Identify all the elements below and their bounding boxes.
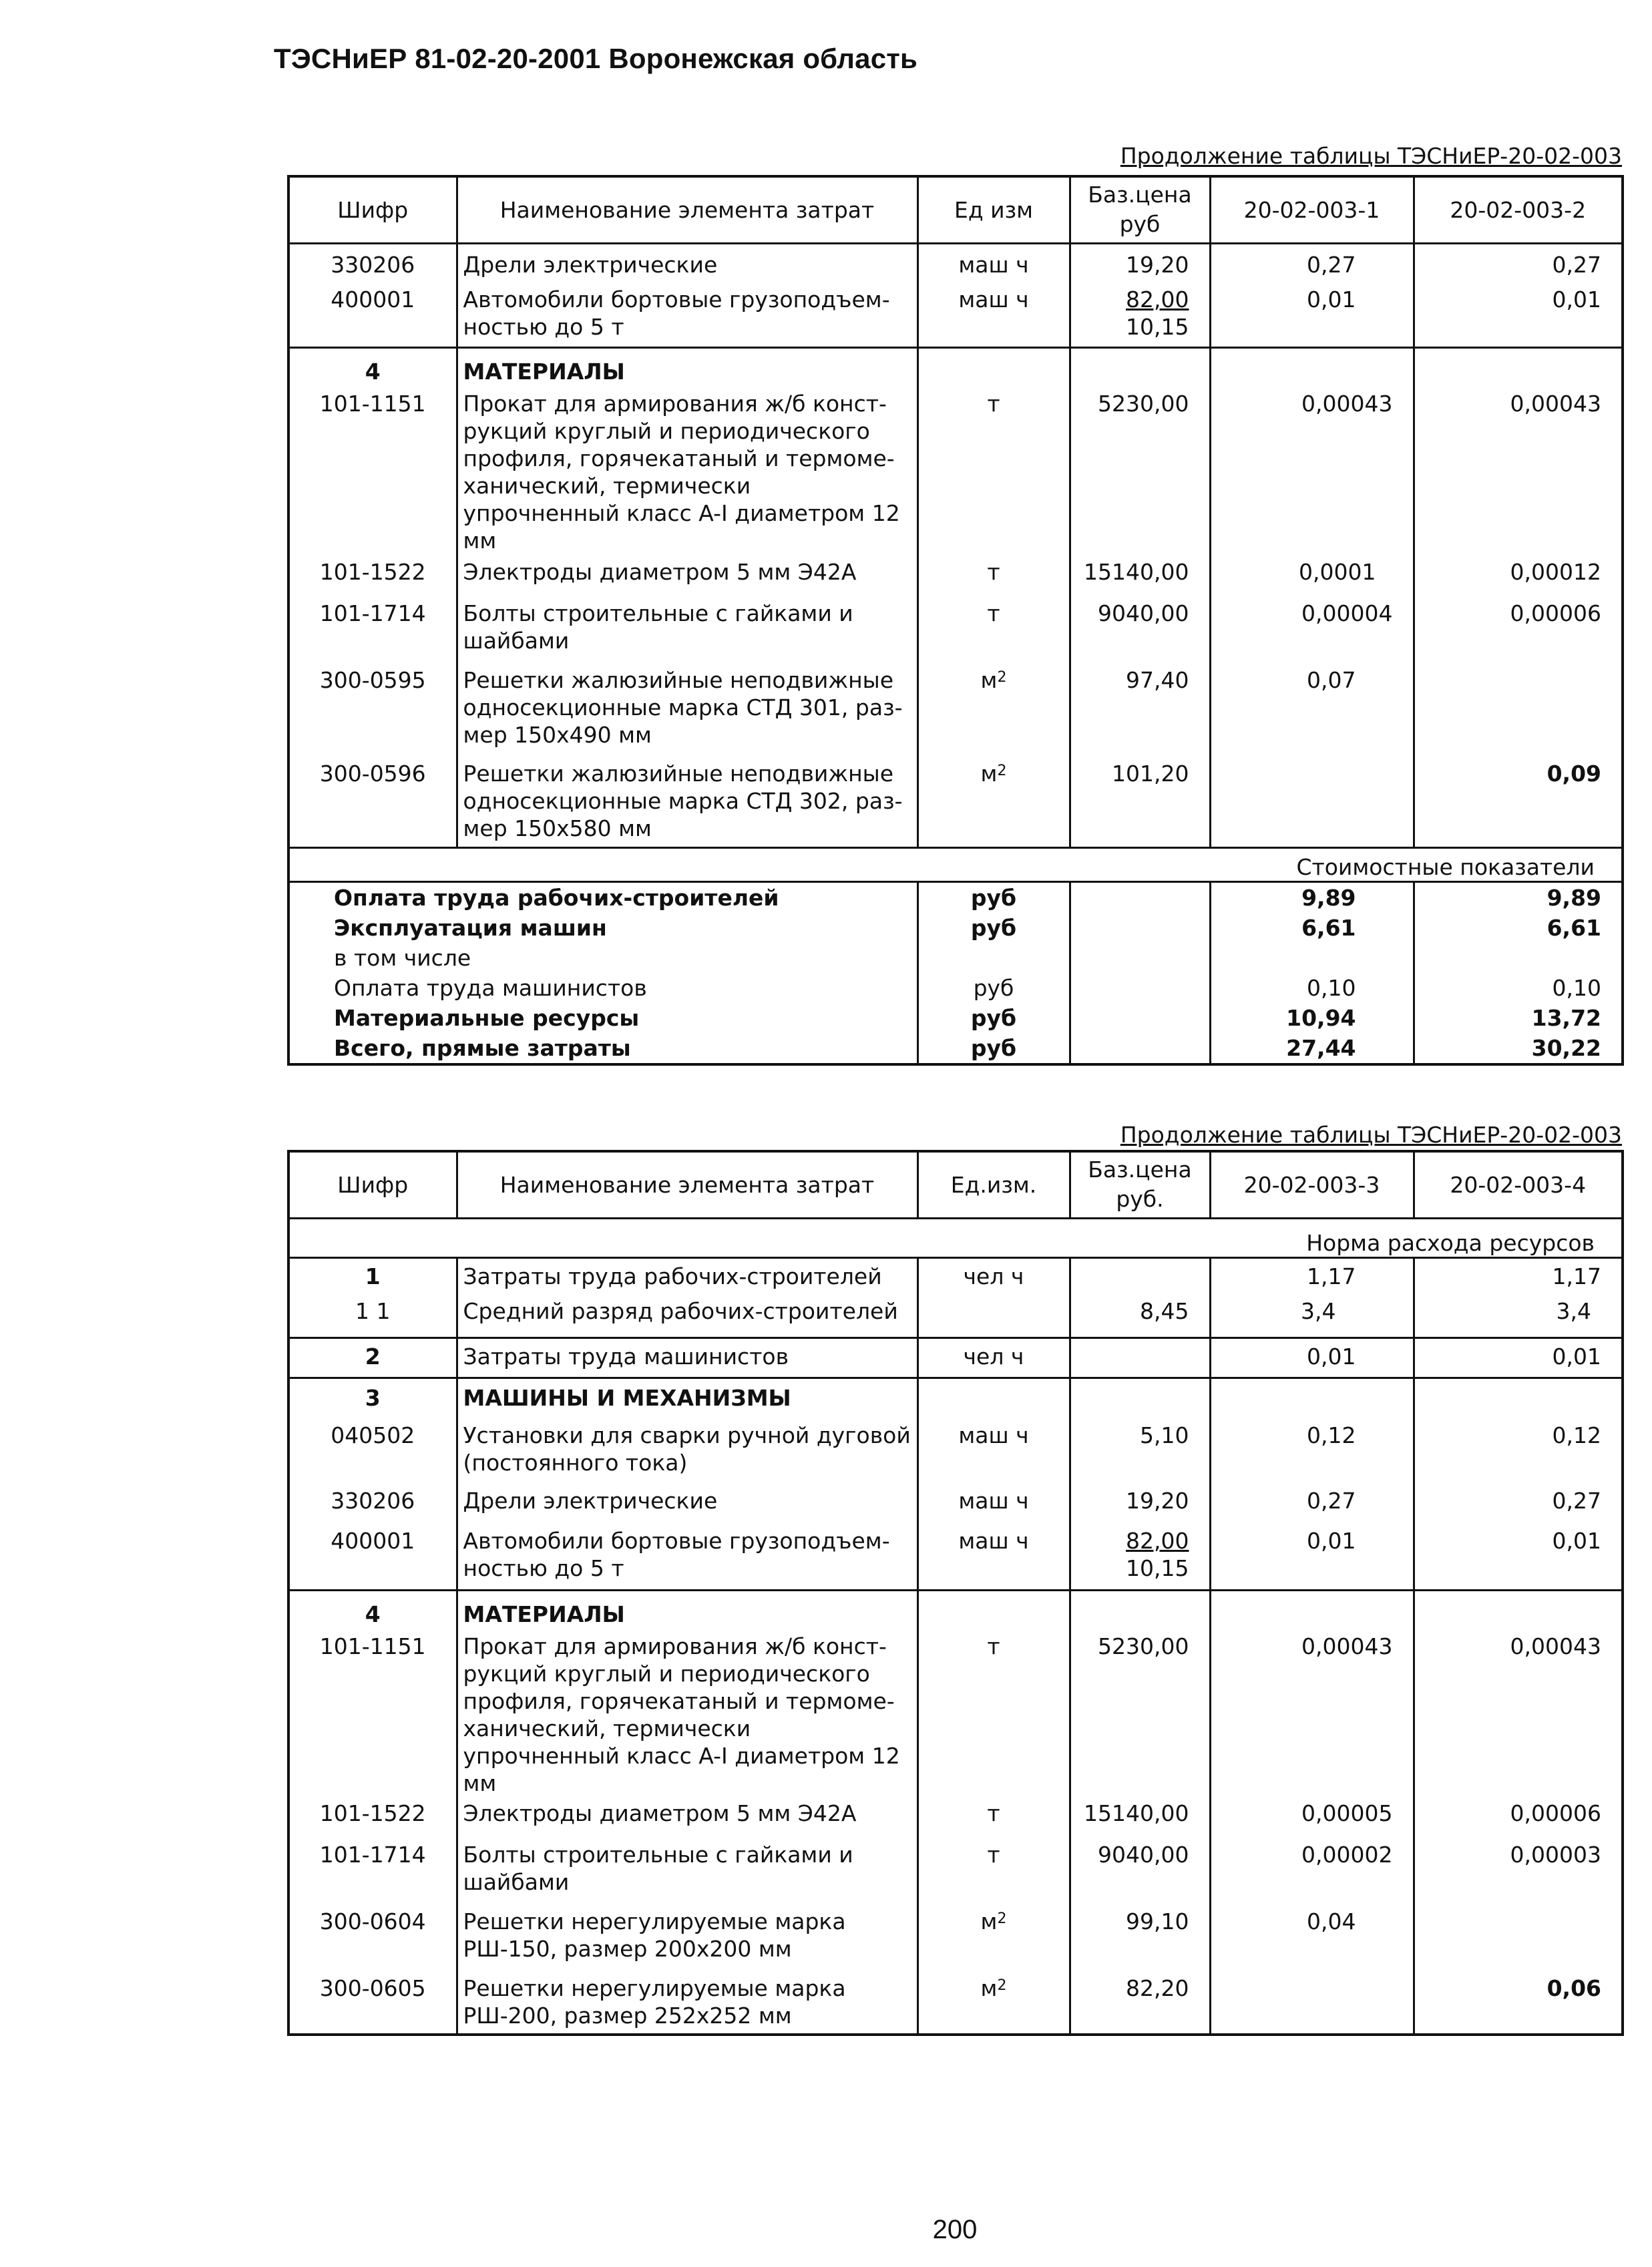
section-row-machines [288,1378,1623,1422]
row-name: Электроды диаметром 5 мм Э42А [457,558,917,600]
section-number: 4 [288,347,457,390]
summary-label: Оплата труда рабочих-строителей [288,882,917,913]
summary-label: Всего, прямые затраты [288,1033,917,1064]
summary-unit: руб [917,882,1070,913]
row-value-1: 0,00043 [1210,1633,1414,1800]
row-code: 101-1522 [288,1800,457,1841]
row-value-1 [1210,760,1414,848]
unit-superscript: 2 [997,1977,1007,1994]
summary-row [288,943,1623,973]
row-code: 300-0605 [288,1975,457,2035]
section-number: 4 [288,1590,457,1633]
row-value-1: 0,27 [1210,1487,1414,1527]
row-value-2: 0,00043 [1510,1633,1601,1659]
row-code: 1 [288,1257,457,1297]
row-unit: маш ч [917,243,1070,286]
row-value-1: 0,04 [1210,1908,1414,1975]
row-price-top: 82,00 [1126,1528,1189,1554]
col-header-norm-3: 20-02-003-3 [1210,1151,1414,1218]
row-code: 101-1714 [288,1841,457,1908]
row-value-1: 0,0001 [1210,558,1414,600]
row-value-1 [1210,1975,1414,2035]
table-row [288,558,1623,600]
row-value-2: 0,06 [1546,1975,1601,2001]
table-header-row [288,176,1623,243]
row-name: Затраты труда машинистов [457,1337,917,1378]
summary-label: Материальные ресурсы [288,1003,917,1033]
summary-row [288,882,1623,913]
summary-value-2: 0,10 [1552,975,1601,1001]
unit-superscript: 2 [997,1910,1007,1927]
row-value-2 [1414,666,1623,760]
section-title: МАТЕРИАЛЫ [457,1590,917,1633]
row-value-2: 0,00012 [1510,558,1601,585]
row-name: Электроды диаметром 5 мм Э42А [457,1800,917,1841]
unit-text: м [980,666,998,693]
row-value-2: 0,27 [1552,251,1601,278]
page-number: 200 [932,2215,978,2244]
row-value-2: 0,01 [1552,1528,1601,1554]
document-title: ТЭСНиЕР 81-02-20-2001 Воронежская область [274,43,918,74]
summary-price [1070,943,1210,973]
row-code: 040502 [288,1422,457,1487]
row-unit: маш ч [917,1487,1070,1527]
summary-value-2: 6,61 [1546,915,1601,941]
row-price: 82,20 [1070,1975,1210,2035]
summary-price [1070,1003,1210,1033]
unit-superscript: 2 [997,762,1007,779]
row-value-1: 0,27 [1210,243,1414,286]
table-row [288,1633,1623,1800]
row-name: Автомобили бортовые грузоподъем-ностью до 5 т [457,1527,917,1590]
row-unit [917,1908,1070,1975]
col-header-norm-2: 20-02-003-2 [1414,176,1623,243]
summary-value-1: 0,10 [1210,973,1414,1003]
row-unit: т [917,390,1070,558]
section-number: 3 [288,1378,457,1422]
table-header-row [288,1151,1623,1218]
table-row [288,1297,1623,1337]
row-name: Болты строительные с гайками и шайбами [457,1841,917,1908]
row-value-2: 3,4 [1556,1298,1591,1324]
banner-text: Норма расхода ресурсов [288,1218,1623,1257]
table-row [288,390,1623,558]
row-name: Решетки нерегулируемые марка РШ-200, размер 252х252 мм [457,1975,917,2035]
row-name: Затраты труда рабочих-строителей [457,1257,917,1297]
row-value-1: 0,00043 [1210,390,1414,558]
banner-text: Стоимостные показатели [288,848,1623,882]
row-code: 400001 [288,1527,457,1590]
col-header-unit: Ед изм [917,176,1070,243]
row-price: 9040,00 [1070,600,1210,666]
col-header-code: Шифр [288,176,457,243]
resource-table-2 [287,1150,1624,2036]
row-name: Решетки жалюзийные неподвижные односекционные марка СТД 302, раз-мер 150х580 мм [457,760,917,848]
row-unit: маш ч [917,286,1070,347]
col-header-code: Шифр [288,1151,457,1218]
table-row [288,1337,1623,1378]
row-price: 97,40 [1070,666,1210,760]
table-row [288,243,1623,286]
col-header-price: Баз.цена руб [1070,176,1210,243]
table-row [288,1800,1623,1841]
row-name: Прокат для армирования ж/б конст-рукций круглый и периодического профиля, горячекатаный и термоме-ханический, термически упрочненный класс A-I диаметром 12 мм [457,390,917,558]
summary-value-2: 9,89 [1546,885,1601,911]
row-value-1: 0,12 [1210,1422,1414,1487]
summary-price [1070,913,1210,943]
row-price: 99,10 [1070,1908,1210,1975]
row-value-2: 0,00003 [1510,1841,1601,1868]
row-price: 19,20 [1070,243,1210,286]
table2-caption: Продолжение таблицы ТЭСНиЕР-20-02-003 [1120,1122,1622,1148]
unit-text: м [980,760,998,787]
row-name: Решетки жалюзийные неподвижные односекционные марка СТД 301, раз-мер 150х490 мм [457,666,917,760]
row-code: 101-1714 [288,600,457,666]
row-price: 15140,00 [1070,1800,1210,1841]
row-value-1: 0,00002 [1210,1841,1414,1908]
row-name: Дрели электрические [457,243,917,286]
row-price-bottom: 10,15 [1126,1555,1189,1581]
summary-row [288,1003,1623,1033]
row-unit: т [917,558,1070,600]
table-row [288,1422,1623,1487]
row-value-1: 0,01 [1210,286,1414,347]
cost-indicators-banner [288,848,1623,882]
section-row-materials [288,1590,1623,1633]
row-name: Решетки нерегулируемые марка РШ-150, размер 200х200 мм [457,1908,917,1975]
summary-label: в том числе [288,943,917,973]
summary-label: Эксплуатация машин [288,913,917,943]
table-row [288,1975,1623,2035]
section-row-materials [288,347,1623,390]
row-price [1070,1527,1210,1590]
summary-value-1 [1210,943,1414,973]
row-code: 300-0596 [288,760,457,848]
row-unit: т [917,600,1070,666]
row-value-2: 0,00006 [1510,600,1601,626]
summary-row [288,973,1623,1003]
summary-price [1070,882,1210,913]
row-code: 101-1151 [288,390,457,558]
table-row [288,666,1623,760]
row-unit: маш ч [917,1527,1070,1590]
summary-unit: руб [917,1033,1070,1064]
col-header-name: Наименование элемента затрат [457,1151,917,1218]
row-price [1070,1337,1210,1378]
table-row [288,1487,1623,1527]
table-row [288,600,1623,666]
table-row [288,760,1623,848]
row-value-2: 1,17 [1552,1263,1601,1289]
summary-value-2: 30,22 [1531,1035,1601,1061]
row-value-1: 0,01 [1210,1527,1414,1590]
row-value-1: 0,00005 [1210,1800,1414,1841]
summary-unit: руб [917,1003,1070,1033]
row-value-2: 0,00043 [1510,390,1601,417]
row-unit [917,1975,1070,2035]
row-price: 9040,00 [1070,1841,1210,1908]
table-row [288,1257,1623,1297]
summary-price [1070,973,1210,1003]
row-price: 101,20 [1070,760,1210,848]
col-header-name: Наименование элемента затрат [457,176,917,243]
summary-value-1: 10,94 [1210,1003,1414,1033]
row-value-1: 3,4 [1210,1297,1414,1337]
col-header-price: Баз.цена руб. [1070,1151,1210,1218]
row-name: Автомобили бортовые грузоподъем-ностью до 5 т [457,286,917,347]
row-value-2: 0,00006 [1510,1800,1601,1826]
table-row [288,1908,1623,1975]
row-unit: чел ч [917,1257,1070,1297]
row-value-2 [1414,1908,1623,1975]
row-code: 1 1 [288,1297,457,1337]
row-unit: т [917,1841,1070,1908]
row-unit [917,760,1070,848]
row-code: 101-1151 [288,1633,457,1800]
unit-text: м [980,1975,998,2001]
row-price: 5230,00 [1070,1633,1210,1800]
col-header-norm-1: 20-02-003-1 [1210,176,1414,243]
row-unit [917,1297,1070,1337]
summary-row [288,1033,1623,1064]
summary-value-1: 6,61 [1210,913,1414,943]
row-price: 8,45 [1070,1297,1210,1337]
row-unit: т [917,1633,1070,1800]
row-name: Дрели электрические [457,1487,917,1527]
unit-text: м [980,1908,998,1934]
summary-row [288,913,1623,943]
row-name: Прокат для армирования ж/б конст-рукций круглый и периодического профиля, горячекатаный и термоме-ханический, термически упрочненный класс A-I диаметром 12 мм [457,1633,917,1800]
row-name: Средний разряд рабочих-строителей [457,1297,917,1337]
row-code: 101-1522 [288,558,457,600]
summary-label: Оплата труда машинистов [288,973,917,1003]
row-code: 330206 [288,1487,457,1527]
row-code: 400001 [288,286,457,347]
summary-unit: руб [917,913,1070,943]
row-unit: маш ч [917,1422,1070,1487]
row-price: 5230,00 [1070,390,1210,558]
summary-price [1070,1033,1210,1064]
row-code: 2 [288,1337,457,1378]
summary-unit [917,943,1070,973]
row-code: 300-0595 [288,666,457,760]
row-price-top: 82,00 [1126,286,1189,313]
row-price-bottom: 10,15 [1126,314,1189,340]
row-unit [917,666,1070,760]
section-title: МАШИНЫ И МЕХАНИЗМЫ [457,1378,917,1422]
row-price: 15140,00 [1070,558,1210,600]
row-price: 5,10 [1070,1422,1210,1487]
row-code: 300-0604 [288,1908,457,1975]
row-value-2: 0,01 [1414,1337,1623,1378]
col-header-norm-4: 20-02-003-4 [1414,1151,1623,1218]
row-price [1070,286,1210,347]
row-value-1: 0,00004 [1210,600,1414,666]
row-price [1070,1257,1210,1297]
row-name: Болты строительные с гайками и шайбами [457,600,917,666]
row-value-1: 0,07 [1210,666,1414,760]
row-value-1: 1,17 [1210,1257,1414,1297]
table1-caption: Продолжение таблицы ТЭСНиЕР-20-02-003 [1120,143,1622,169]
row-unit: т [917,1800,1070,1841]
summary-value-2: 13,72 [1531,1005,1601,1031]
row-price: 19,20 [1070,1487,1210,1527]
resource-table-1 [287,175,1624,1066]
row-name: Установки для сварки ручной дуговой (постоянного тока) [457,1422,917,1487]
row-value-2: 0,12 [1552,1422,1601,1448]
row-value-2: 0,27 [1552,1488,1601,1514]
table-row [288,286,1623,347]
row-value-1: 0,01 [1210,1337,1414,1378]
row-value-2: 0,01 [1552,286,1601,313]
col-header-unit: Ед.изм. [917,1151,1070,1218]
resource-norm-banner [288,1218,1623,1257]
row-code: 330206 [288,243,457,286]
table-row [288,1527,1623,1590]
row-value-2: 0,09 [1546,760,1601,787]
summary-value-2 [1414,943,1623,973]
section-title: МАТЕРИАЛЫ [457,347,917,390]
row-unit: чел ч [917,1337,1070,1378]
summary-value-1: 9,89 [1210,882,1414,913]
unit-superscript: 2 [997,668,1007,686]
summary-value-1: 27,44 [1210,1033,1414,1064]
summary-unit: руб [917,973,1070,1003]
table-row [288,1841,1623,1908]
